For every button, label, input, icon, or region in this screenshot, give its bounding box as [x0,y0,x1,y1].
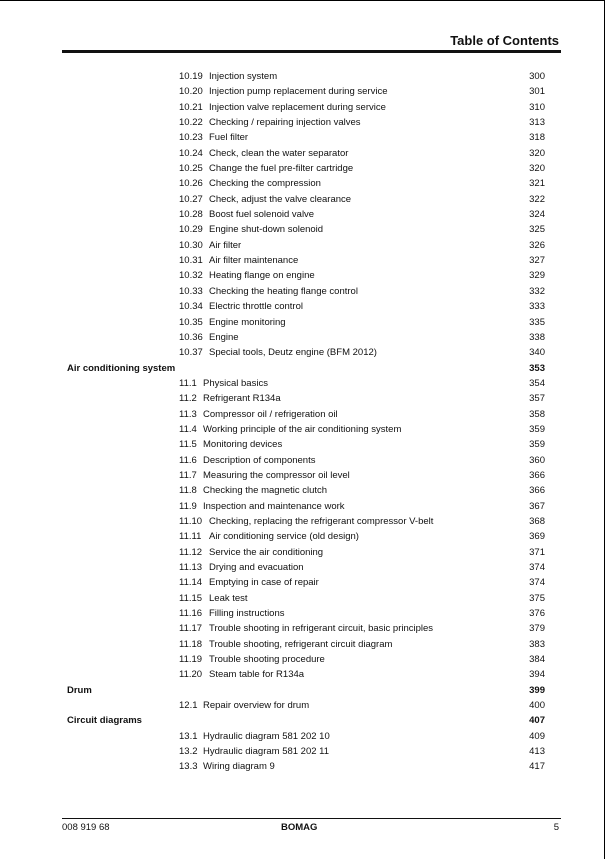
toc-section-title: Check, clean the water separator [209,147,349,159]
toc-entry-row[interactable] [0,483,607,498]
toc-page-number: 360 [529,454,545,466]
toc-section-title: Refrigerant R134a [203,393,281,405]
toc-section-number: 11.19 [179,654,203,666]
toc-page-number: 400 [529,700,545,712]
toc-section-title: Compressor oil / refrigeration oil [203,408,338,420]
toc-entry-row[interactable] [0,284,607,299]
toc-section-title: Special tools, Deutz engine (BFM 2012) [209,347,377,359]
toc-section-title: Air filter maintenance [209,255,299,267]
toc-page-number: 413 [529,746,545,758]
toc-section-number: 10.33 [179,285,203,297]
toc-section-title: Checking / repairing injection valves [209,117,361,129]
toc-section-title: Filling instructions [209,608,285,620]
toc-section-number: 10.26 [179,178,203,190]
toc-section-title: Steam table for R134a [209,669,305,681]
toc-entry-row[interactable] [0,514,607,529]
toc-section-number: 10.19 [179,71,203,82]
toc-page-number: 399 [529,684,545,696]
toc-entry-row[interactable] [0,667,607,682]
toc-entry-row[interactable] [0,376,607,391]
toc-page-number: 325 [529,224,545,236]
toc-entry-row[interactable] [0,130,607,145]
toc-page-number: 366 [529,485,545,497]
toc-page-number: 357 [529,393,545,405]
toc-section-title: Engine shut-down solenoid [209,224,324,236]
toc-section-title: Checking the compression [209,178,321,190]
toc-page-number: 322 [529,193,545,205]
toc-section-number: 11.20 [179,669,203,681]
toc-page-number: 340 [529,347,545,359]
toc-entry-row[interactable] [0,545,607,560]
toc-section-number: 10.30 [179,239,203,251]
toc-section-title: Fuel filter [209,132,249,144]
toc-page-number: 417 [529,761,545,773]
toc-section-number: 11.12 [179,546,203,558]
toc-section-title: Measuring the compressor oil level [203,469,350,481]
toc-page-number: 407 [529,715,545,727]
toc-entry-row[interactable] [0,698,607,713]
toc-chapter-row[interactable] [0,713,607,728]
toc-section-number: 13.1 [179,730,198,742]
toc-entry-row[interactable] [0,253,607,268]
toc-page-number: 321 [529,178,545,190]
toc-section-title: Monitoring devices [203,439,283,451]
toc-page-number: 409 [529,730,545,742]
page-frame-top [0,0,604,1]
toc-entry-row[interactable] [0,146,607,161]
toc-section-number: 10.21 [179,101,203,113]
toc-section-title: Trouble shooting in refrigerant circuit, basic principles [209,623,434,635]
toc-section-number: 11.13 [179,562,203,573]
toc-page-number: 376 [529,608,545,620]
header-rule [62,50,561,53]
toc-page-number: 326 [529,239,545,251]
toc-section-number: 11.17 [179,623,203,635]
toc-section-number: 11.10 [179,515,203,527]
toc-section-title: Hydraulic diagram 581 202 11 [203,746,330,758]
toc-section-number: 11.2 [179,393,197,405]
toc-page-number: 358 [529,408,545,420]
toc-section-title: Service the air conditioning [209,546,324,558]
toc-page-number: 384 [529,654,545,666]
toc-page-number: 369 [529,531,545,543]
toc-entry-row[interactable] [0,759,607,774]
toc-section-title: Wiring diagram 9 [203,761,275,773]
toc-page-number: 310 [529,101,545,113]
toc-entry-row[interactable] [0,606,607,621]
toc-section-number: 10.29 [179,224,203,236]
toc-section-number: 10.20 [179,86,203,98]
toc-section-title: Air conditioning service (old design) [209,531,359,543]
footer-page-number: 5 [553,822,559,833]
toc-section-title: Emptying in case of repair [209,577,319,589]
toc-entry-row[interactable] [0,161,607,176]
toc-entry-row[interactable] [0,560,607,575]
toc-entry-row[interactable] [0,299,607,314]
toc-entry-row[interactable] [0,115,607,130]
toc-page-number: 379 [529,623,545,635]
toc-section-number: 10.24 [179,147,203,159]
toc-section-number: 11.7 [179,469,197,481]
toc-section-number: 10.35 [179,316,203,328]
toc-entry-row[interactable] [0,453,607,468]
toc-entry-row[interactable] [0,100,607,115]
toc-page-number: 383 [529,638,545,650]
toc-section-number: 11.4 [179,423,197,435]
toc-entry-row[interactable] [0,468,607,483]
toc-section-title: Description of components [203,454,316,466]
toc-page-number: 374 [529,577,545,589]
toc-section-number: 11.16 [179,608,203,620]
toc-page-number: 318 [529,132,545,144]
toc-page-number: 353 [529,362,545,374]
toc-entry-row[interactable] [0,330,607,345]
toc-entry-row[interactable] [0,652,607,667]
toc-page-number: 320 [529,147,545,159]
toc-section-title: Checking the heating flange control [209,285,358,297]
toc-chapter-title: Air conditioning system [67,362,176,374]
toc-section-title: Drying and evacuation [209,562,304,573]
toc-section-number: 11.1 [179,377,197,389]
toc-section-number: 10.34 [179,301,203,313]
footer-rule [62,818,561,819]
toc-entry-row[interactable] [0,315,607,330]
toc-page-number: 367 [529,500,545,512]
toc-entry-row[interactable] [0,345,607,360]
footer-brand: BOMAG [281,822,318,833]
toc-page-number: 329 [529,270,545,282]
toc-section-number: 11.11 [179,531,202,543]
toc-section-number: 11.9 [179,500,197,512]
toc-section-number: 10.28 [179,209,203,221]
toc-page-number: 359 [529,423,545,435]
toc-chapter-title: Drum [67,684,92,696]
toc-section-number: 10.23 [179,132,203,144]
toc-section-title: Electric throttle control [209,301,303,313]
toc-section-number: 13.3 [179,761,198,773]
toc-section-title: Repair overview for drum [203,700,310,712]
toc-section-title: Checking the magnetic clutch [203,485,328,497]
toc-section-title: Trouble shooting procedure [209,654,325,666]
toc-section-number: 11.8 [179,485,197,497]
toc-section-title: Injection pump replacement during service [209,86,388,98]
toc-chapter-row[interactable] [0,361,607,376]
toc-entry-row[interactable] [0,529,607,544]
toc-entry-row[interactable] [0,729,607,744]
toc-section-number: 10.32 [179,270,203,282]
toc-entry-row[interactable] [0,437,607,452]
toc-section-number: 10.22 [179,117,203,129]
toc-page-number: 333 [529,301,545,313]
toc-page-number: 354 [529,377,545,389]
toc-page-number: 300 [529,71,545,82]
toc-section-number: 11.6 [179,454,197,466]
toc-page-number: 371 [529,546,545,558]
toc-entry-row[interactable] [0,591,607,606]
footer-doc-number: 008 919 68 [62,822,110,833]
toc-section-title: Trouble shooting, refrigerant circuit diagram [209,638,393,650]
toc-section-title: Leak test [209,592,248,604]
toc-page-number: 335 [529,316,545,328]
toc-section-title: Working principle of the air conditioning system [203,423,402,435]
toc-entry-row[interactable] [0,69,607,84]
toc-page-number: 366 [529,469,545,481]
toc-page-number: 327 [529,255,545,267]
toc-section-title: Checking, replacing the refrigerant compressor V-belt [209,515,434,527]
toc-page-number: 320 [529,163,545,175]
toc-page-number: 313 [529,117,545,129]
toc-section-number: 10.27 [179,193,203,205]
toc-entry-row[interactable] [0,207,607,222]
toc-page-number: 368 [529,515,545,527]
toc-entry-row[interactable] [0,84,607,99]
toc-entry-row[interactable] [0,268,607,283]
toc-section-number: 11.18 [179,638,203,650]
toc-entry-row[interactable] [0,407,607,422]
toc-entry-row[interactable] [0,575,607,590]
toc-section-title: Boost fuel solenoid valve [209,209,315,221]
toc-page-number: 359 [529,439,545,451]
toc-section-number: 11.15 [179,592,203,604]
toc-page-number: 394 [529,669,545,681]
toc-section-title: Air filter [209,239,242,251]
toc-page-number: 338 [529,331,545,343]
toc-page-number: 301 [529,86,545,98]
toc-chapter-title: Circuit diagrams [67,715,142,727]
toc-section-title: Heating flange on engine [209,270,315,282]
toc-page-number: 374 [529,562,545,573]
toc-section-title: Engine monitoring [209,316,286,328]
toc-entry-row[interactable] [0,391,607,406]
toc-section-title: Physical basics [203,377,268,389]
toc-page-number: 324 [529,209,545,221]
toc-section-number: 11.14 [179,577,203,589]
toc-entry-row[interactable] [0,422,607,437]
toc-section-number: 11.5 [179,439,197,451]
toc-entry-row[interactable] [0,176,607,191]
toc-section-number: 11.3 [179,408,197,420]
toc-section-number: 10.25 [179,163,203,175]
toc-section-number: 10.37 [179,347,203,359]
toc-section-number: 10.31 [179,255,203,267]
page-header-title: Table of Contents [450,33,559,48]
toc-entry-row[interactable] [0,621,607,636]
toc-section-title: Check, adjust the valve clearance [209,193,352,205]
toc-section-title: Inspection and maintenance work [203,500,345,512]
toc-page-number: 332 [529,285,545,297]
toc-entry-row[interactable] [0,499,607,514]
toc-section-title: Change the fuel pre-filter cartridge [209,163,354,175]
toc-entry-row[interactable] [0,238,607,253]
toc-entry-row[interactable] [0,744,607,759]
toc-section-title: Hydraulic diagram 581 202 10 [203,730,330,742]
toc-section-title: Injection system [209,71,278,82]
toc-section-number: 12.1 [179,700,198,712]
table-of-contents [0,69,607,775]
toc-page-number: 375 [529,592,545,604]
toc-section-number: 13.2 [179,746,198,758]
toc-chapter-row[interactable] [0,683,607,698]
toc-entry-row[interactable] [0,192,607,207]
toc-entry-row[interactable] [0,222,607,237]
toc-section-number: 10.36 [179,331,203,343]
toc-section-title: Engine [209,331,239,343]
toc-section-title: Injection valve replacement during service [209,101,386,113]
toc-entry-row[interactable] [0,637,607,652]
